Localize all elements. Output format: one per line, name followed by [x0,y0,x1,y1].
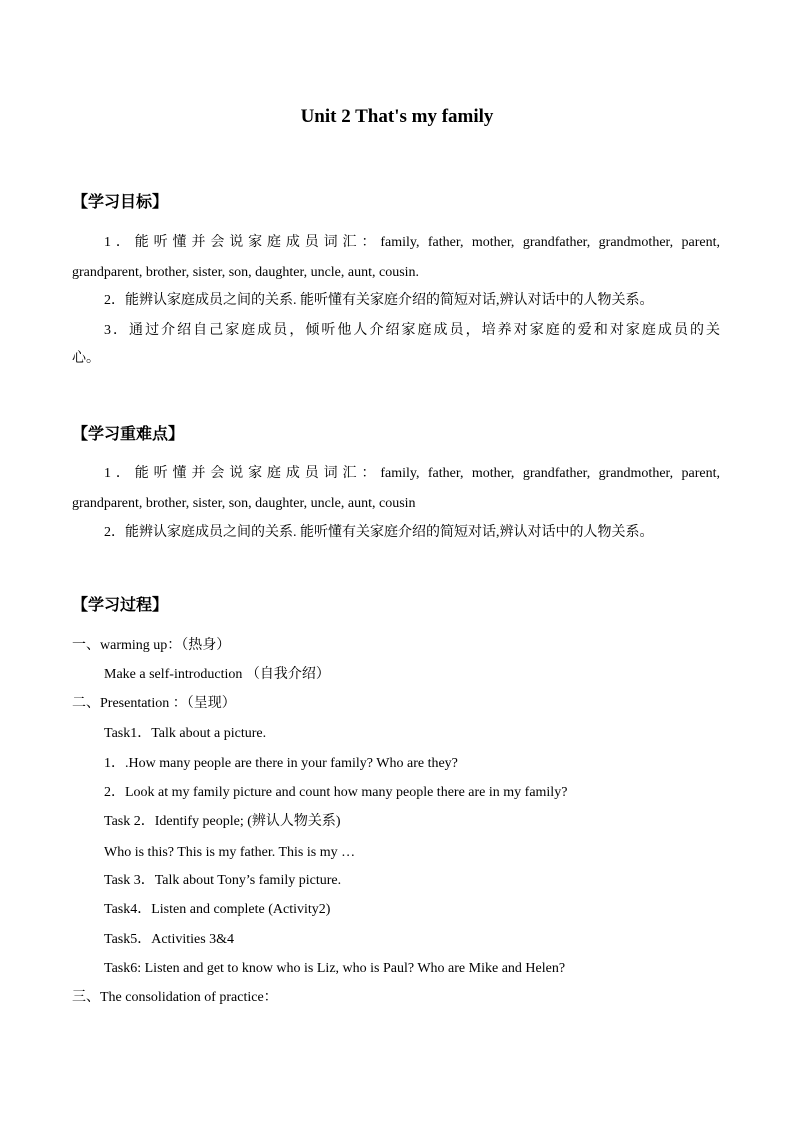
key-points-item-1-line-1: 1．能听懂并会说家庭成员词汇：family, father, mother, grandfather, grandmother, parent, [104,466,720,481]
process-heading: 【学习过程】 [72,595,169,614]
key-points-heading: 【学习重难点】 [72,424,185,443]
goals-item-3-line-2: 心。 [72,351,100,366]
document-title: Unit 2 That's my family [300,106,494,127]
process-question-2: 2．Look at my family picture and count how many people there are in my family? [104,785,568,800]
goals-item-3-line-1: 3．通过介绍自己家庭成员，倾听他人介绍家庭成员，培养对家庭的爱和对家庭成员的关 [104,323,720,338]
process-part-1: 一、warming up：（热身） [72,638,231,653]
key-points-item-2: 2．能辨认家庭成员之间的关系. 能听懂有关家庭介绍的简短对话,辨认对话中的人物关系。 [104,525,654,540]
process-task-4: Task4．Listen and complete (Activity2) [104,902,331,917]
key-points-item-1-line-2: grandparent, brother, sister, son, daughter, uncle, aunt, cousin [72,496,416,511]
process-task-6: Task6: Listen and get to know who is Liz, who is Paul? Who are Mike and Helen? [104,961,566,976]
process-task-2-dialog: Who is this? This is my father. This is my … [104,845,356,860]
process-part-1-sub: Make a self-introduction （自我介绍） [104,667,330,682]
goals-item-2: 2．能辨认家庭成员之间的关系. 能听懂有关家庭介绍的简短对话,辨认对话中的人物关系。 [104,293,654,308]
process-task-3: Task 3．Talk about Tony’s family picture. [104,873,342,888]
process-task-2: Task 2．Identify people; (辨认人物关系) [104,814,341,829]
process-part-3: 三、The consolidation of practice： [72,990,278,1005]
goals-item-1-line-1: 1．能听懂并会说家庭成员词汇：family, father, mother, grandfather, grandmother, parent, [104,235,720,250]
process-part-2: 二、Presentation ：（呈现） [72,696,236,711]
goals-heading: 【学习目标】 [72,192,169,211]
process-task-1: Task1．Talk about a picture. [104,726,267,741]
goals-item-1-line-2: grandparent, brother, sister, son, daughter, uncle, aunt, cousin. [72,265,420,280]
process-task-5: Task5．Activities 3&4 [104,932,235,947]
process-question-1: 1．.How many people are there in your family? Who are they? [104,756,458,771]
